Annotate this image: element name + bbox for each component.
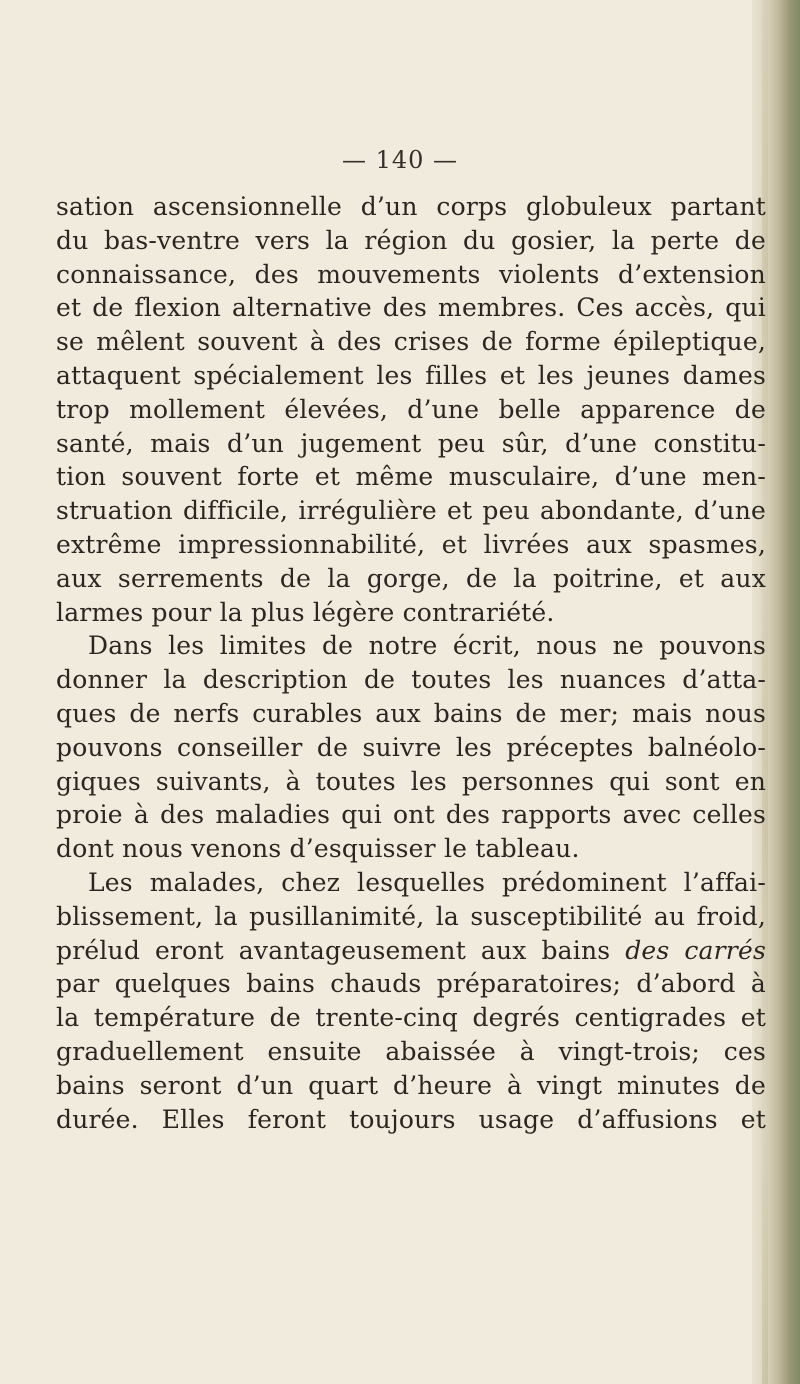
- text-line: larmes pour la plus légère contrariété.: [56, 597, 555, 627]
- italic-phrase: des carrés: [625, 935, 766, 965]
- text-line: la température de trente-cinq degrés centigrades et: [56, 1003, 766, 1033]
- text-line: santé, mais d’un jugement peu sûr, d’une constitu-: [56, 428, 766, 458]
- text-line: proie à des maladies qui ont des rapports avec celles: [56, 800, 766, 830]
- text-line: se mêlent souvent à des crises de forme épileptique,: [56, 327, 766, 357]
- body-text: [56, 190, 766, 1136]
- text-line: bains seront d’un quart d’heure à vingt minutes de: [56, 1070, 766, 1100]
- text-line-with-italic: [56, 934, 766, 968]
- text-line: trop mollement élevées, d’une belle apparence de: [56, 394, 766, 424]
- text-line: giques suivants, à toutes les personnes qui sont en: [56, 766, 766, 796]
- text-line: struation difficile, irrégulière et peu abondante, d’une: [56, 496, 766, 526]
- text-line-part: prélud eront avantageusement aux bains: [56, 935, 611, 965]
- text-line: pouvons conseiller de suivre les préceptes balnéolo-: [56, 732, 766, 762]
- text-line: ques de nerfs curables aux bains de mer; mais nous: [56, 698, 766, 728]
- text-line: dont nous venons d’esquisser le tableau.: [56, 834, 580, 864]
- page-number-header: — 140 —: [341, 146, 459, 174]
- text-line: blissement, la pusillanimité, la susceptibilité au froid,: [56, 901, 766, 931]
- text-line: tion souvent forte et même musculaire, d’une men-: [56, 462, 766, 492]
- text-line: Les malades, chez lesquelles prédominent l’affai-: [88, 867, 766, 897]
- text-line: attaquent spécialement les filles et les jeunes dames: [56, 360, 766, 390]
- text-line: par quelques bains chauds préparatoires; d’abord à: [56, 969, 766, 999]
- text-line: graduellement ensuite abaissée à vingt-trois; ces: [56, 1036, 766, 1066]
- text-line: durée. Elles feront toujours usage d’affusions et: [56, 1104, 766, 1134]
- text-line: Dans les limites de notre écrit, nous ne pouvons: [88, 631, 766, 661]
- text-line: du bas-ventre vers la région du gosier, la perte de: [56, 225, 766, 255]
- text-line: sation ascensionnelle d’un corps globuleux partant: [56, 192, 766, 221]
- text-line: extrême impressionnabilité, et livrées aux spasmes,: [56, 529, 766, 559]
- text-line: connaissance, des mouvements violents d’extension: [56, 259, 766, 289]
- text-line: aux serrements de la gorge, de la poitrine, et aux: [56, 563, 766, 593]
- text-line: donner la description de toutes les nuances d’atta-: [56, 665, 766, 695]
- text-line: et de flexion alternative des membres. Ces accès, qui: [56, 293, 766, 323]
